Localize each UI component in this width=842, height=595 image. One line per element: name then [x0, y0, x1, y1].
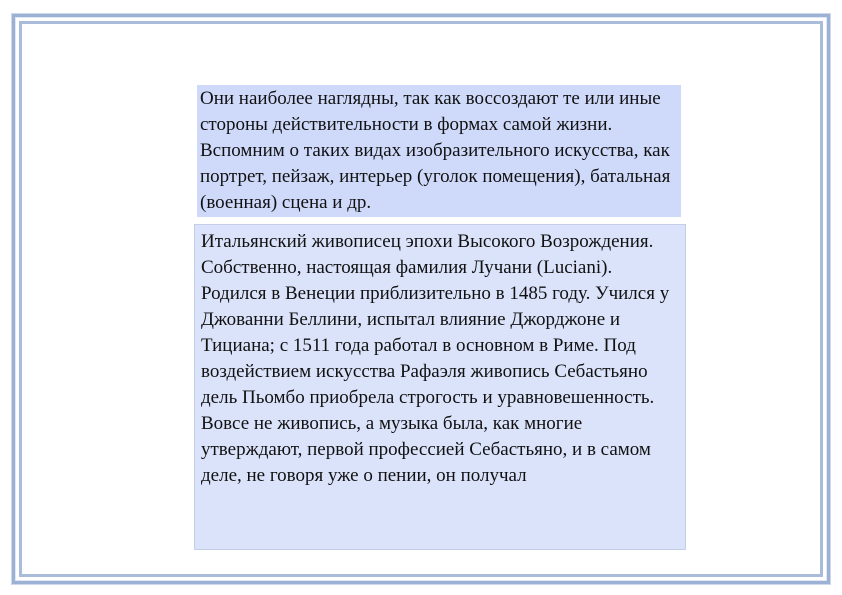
text-block-biography [194, 224, 686, 550]
biography-paragraph-2: Вовсе не живопись, а музыка была, как многие утверждают, первой профессией Себастьяно, и в самом деле, не говоря уже о пении, он получал [201, 413, 651, 486]
text-block-description-text: Они наиболее наглядны, так как воссоздают те или иные стороны действительности в формах самой жизни. Вспомним о таких видах изобразительного искусства, как портрет, пейзаж, интерьер (уголок помещения), батальная (военная) сцена и др. [200, 88, 671, 213]
text-block-description [197, 85, 681, 217]
biography-paragraph-1: Итальянский живописец эпохи Высокого Возрождения. Собственно, настоящая фамилия Лучани (Luciani). Родился в Венеции приблизительно в 1485 году. Учился у Джованни Беллини, испытал влияние Джорджоне и Тициана; с 1511 года работал в основном в Риме. Под воздействием искусства Рафаэля живопись Себастьяно дель Пьомбо приобрела строгость и уравновешенность. [201, 231, 670, 408]
